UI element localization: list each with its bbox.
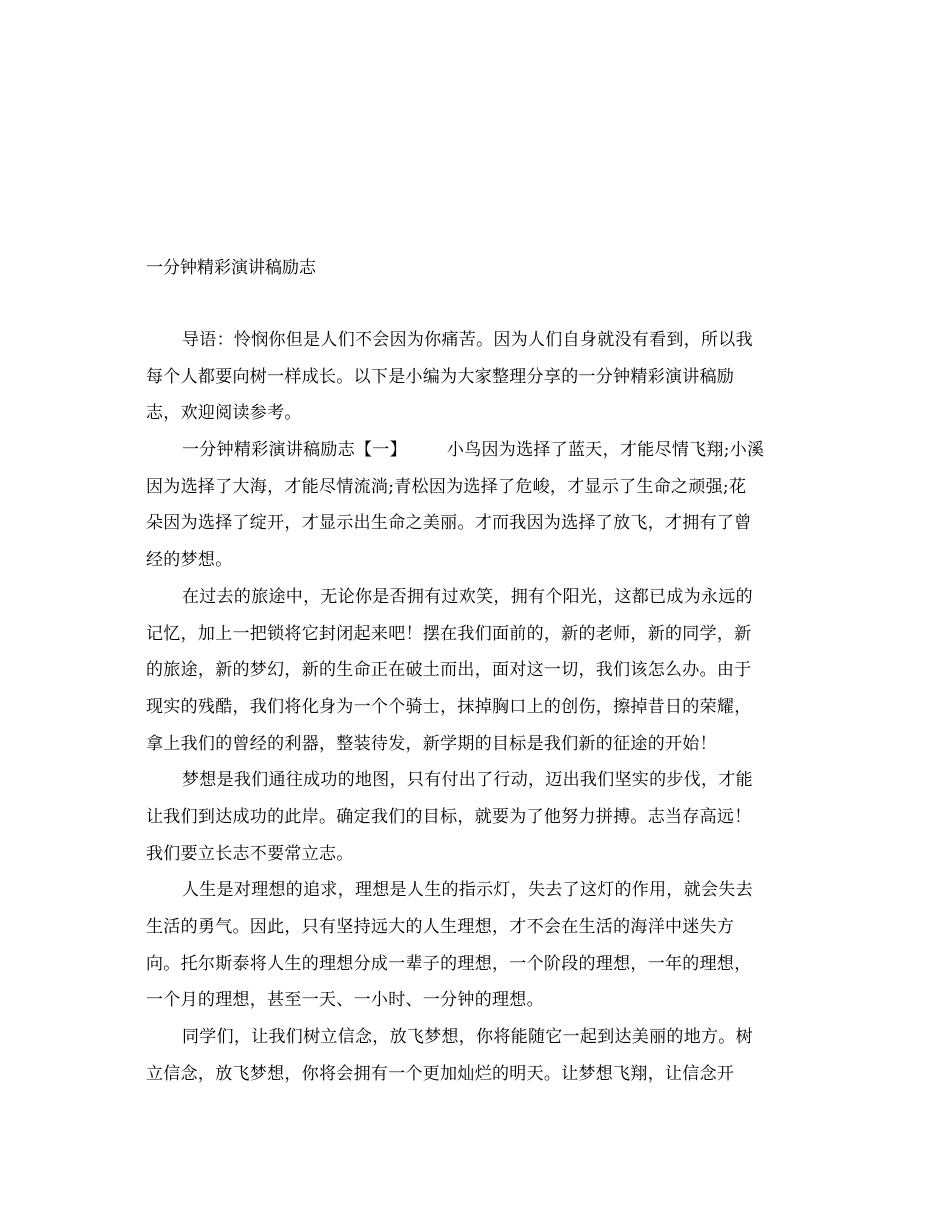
- paragraph-ideal-line-2: 生活的勇气。因此，只有坚持远大的人生理想，才不会在生活的海洋中迷失方: [146, 917, 735, 937]
- paragraph-ideal-line-4: 一个月的理想，甚至一天、一小时、一分钟的理想。: [146, 990, 544, 1011]
- paragraph-dream-line-1: 梦想是我们通往成功的地图，只有付出了行动，迈出我们坚实的步伐，才能: [182, 770, 753, 791]
- document-body: [146, 322, 806, 1092]
- paragraph-dream-line-3: 我们要立长志不要常立志。: [146, 843, 354, 864]
- paragraph-dream-line-2: 让我们到达成功的此岸。确定我们的目标，就要为了他努力拼搏。志当存高远！: [146, 806, 752, 827]
- paragraph-intro-line-1: 导语：怜悯你但是人们不会因为你痛苦。因为人们自身就没有看到，所以我: [182, 330, 753, 350]
- paragraph-ideal-line-3: 向。托尔斯泰将人生的理想分成一辈子的理想，一个阶段的理想，一年的理想，: [146, 953, 752, 974]
- paragraph-journey-line-2: 记忆，加上一把锁将它封闭起来吧！摆在我们面前的，新的老师，新的同学，新: [146, 623, 752, 644]
- paragraph-intro-line-2: 每个人都要向树一样成长。以下是小编为大家整理分享的一分钟精彩演讲稿励: [146, 366, 735, 387]
- paragraph-section-one-line-1: [146, 432, 806, 469]
- section-heading: 一分钟精彩演讲稿励志【一】: [182, 440, 407, 461]
- paragraph-journey-line-5: 拿上我们的曾经的利器，整装待发，新学期的目标是我们新的征途的开始！: [146, 733, 717, 754]
- paragraph-section-one-line-2: 因为选择了大海，才能尽情流淌;青松因为选择了危峻，才显示了生命之顽强;花: [146, 476, 747, 497]
- section-one-text-start: 小鸟因为选择了蓝天，才能尽情飞翔;小溪: [446, 440, 765, 461]
- paragraph-classmates-line-1: 同学们，让我们树立信念，放飞梦想，你将能随它一起到达美丽的地方。树: [182, 1027, 753, 1048]
- paragraph-section-one-line-4: 经的梦想。: [146, 550, 233, 571]
- paragraph-section-one-line-3: 朵因为选择了绽开，才显示出生命之美丽。才而我因为选择了放飞，才拥有了曾: [146, 513, 752, 534]
- paragraph-ideal-line-1: 人生是对理想的追求，理想是人生的指示灯，失去了这灯的作用，就会失去: [182, 880, 753, 901]
- paragraph-classmates-line-2: 立信念，放飞梦想，你将会拥有一个更加灿烂的明天。让梦想飞翔，让信念开: [146, 1063, 735, 1084]
- document-title: 一分钟精彩演讲稿励志: [146, 258, 316, 278]
- paragraph-intro-line-3: 志，欢迎阅读参考。: [146, 403, 302, 424]
- paragraph-journey-line-1: 在过去的旅途中，无论你是否拥有过欢笑，拥有个阳光，这都已成为永远的: [182, 586, 753, 607]
- paragraph-journey-line-4: 现实的残酷，我们将化身为一个个骑士，抹掉胸口上的创伤，擦掉昔日的荣耀，: [146, 696, 752, 717]
- paragraph-journey-line-3: 的旅途，新的梦幻，新的生命正在破土而出，面对这一切，我们该怎么办。由于: [146, 660, 752, 681]
